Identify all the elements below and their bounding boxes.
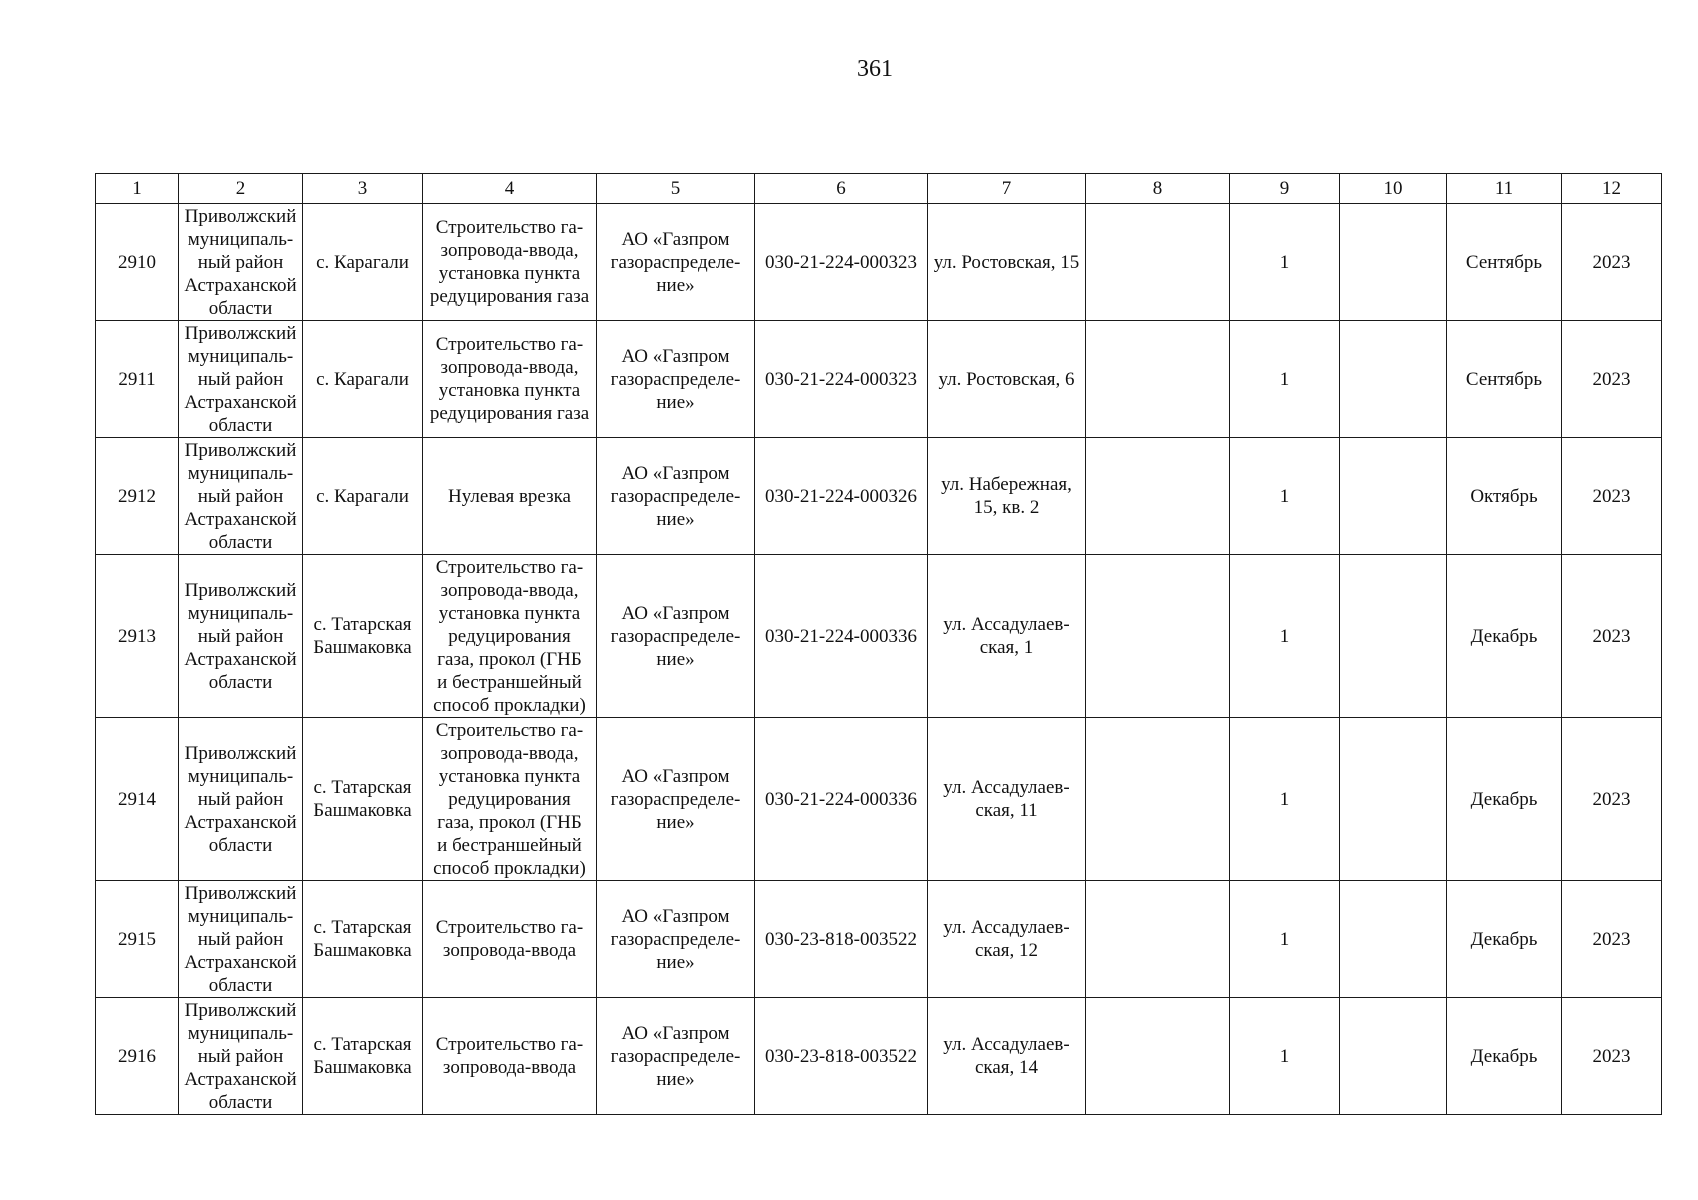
locality-cell: с. Татарская Башмаковка bbox=[313, 777, 412, 821]
month-cell: Декабрь bbox=[1447, 881, 1562, 998]
month-cell: Октябрь bbox=[1447, 438, 1562, 555]
work-type-cell: Строительство га- зопровода-ввода, установка пункта редуцирования газа bbox=[429, 334, 590, 424]
organization-cell: АО «Газпром газораспределе- ние» bbox=[610, 228, 741, 296]
column-header-7: 7 bbox=[928, 174, 1086, 204]
code-cell: 030-21-224-000323 bbox=[755, 321, 928, 438]
column-10-cell bbox=[1340, 204, 1447, 321]
column-10-cell bbox=[1340, 998, 1447, 1115]
address-cell: ул. Ростовская, 6 bbox=[938, 368, 1075, 390]
column-10-cell bbox=[1340, 321, 1447, 438]
locality-cell: с. Татарская Башмаковка bbox=[313, 917, 412, 961]
organization-cell: АО «Газпром газораспределе- ние» bbox=[610, 345, 741, 413]
month-cell: Декабрь bbox=[1447, 998, 1562, 1115]
address-cell: ул. Ассадулаев- ская, 12 bbox=[943, 917, 1070, 961]
column-header-8: 8 bbox=[1086, 174, 1230, 204]
table-body bbox=[96, 204, 1662, 1115]
work-type-cell: Строительство га- зопровода-ввода, установка пункта редуцирования газа, прокол (ГНБ и бестраншейный способ прокладки) bbox=[433, 719, 586, 879]
row-number: 2915 bbox=[96, 881, 179, 998]
year-cell: 2023 bbox=[1562, 438, 1662, 555]
table-row bbox=[96, 718, 1662, 881]
column-8-cell bbox=[1086, 204, 1230, 321]
column-header-3: 3 bbox=[303, 174, 423, 204]
month-cell: Декабрь bbox=[1447, 555, 1562, 718]
district-cell: Приволжский муниципаль- ный район Астраханской области bbox=[184, 742, 297, 856]
code-cell: 030-21-224-000336 bbox=[755, 555, 928, 718]
work-type-cell: Строительство га- зопровода-ввода, установка пункта редуцирования газа bbox=[429, 217, 590, 307]
column-header-2: 2 bbox=[179, 174, 303, 204]
locality-cell: с. Татарская Башмаковка bbox=[313, 1034, 412, 1078]
address-cell: ул. Ростовская, 15 bbox=[933, 251, 1080, 273]
address-cell: ул. Ассадулаев- ская, 14 bbox=[943, 1034, 1070, 1078]
district-cell: Приволжский муниципаль- ный район Астраханской области bbox=[184, 205, 297, 319]
quantity-cell: 1 bbox=[1230, 555, 1340, 718]
column-8-cell bbox=[1086, 321, 1230, 438]
column-header-12: 12 bbox=[1562, 174, 1662, 204]
address-cell: ул. Ассадулаев- ская, 11 bbox=[943, 777, 1070, 821]
column-10-cell bbox=[1340, 555, 1447, 718]
page-number: 361 bbox=[857, 56, 893, 82]
column-8-cell bbox=[1086, 998, 1230, 1115]
year-cell: 2023 bbox=[1562, 321, 1662, 438]
row-number: 2911 bbox=[96, 321, 179, 438]
quantity-cell: 1 bbox=[1230, 204, 1340, 321]
address-cell: ул. Ассадулаев- ская, 1 bbox=[943, 614, 1070, 658]
table-row bbox=[96, 555, 1662, 718]
row-number: 2913 bbox=[96, 555, 179, 718]
column-header-6: 6 bbox=[755, 174, 928, 204]
locality-cell: с. Карагали bbox=[316, 485, 409, 507]
year-cell: 2023 bbox=[1562, 881, 1662, 998]
column-header-5: 5 bbox=[597, 174, 755, 204]
quantity-cell: 1 bbox=[1230, 438, 1340, 555]
row-number: 2914 bbox=[96, 718, 179, 881]
address-cell: ул. Набережная, 15, кв. 2 bbox=[941, 474, 1072, 518]
district-cell: Приволжский муниципаль- ный район Астраханской области bbox=[184, 439, 297, 553]
locality-cell: с. Карагали bbox=[316, 251, 409, 273]
organization-cell: АО «Газпром газораспределе- ние» bbox=[610, 765, 741, 833]
year-cell: 2023 bbox=[1562, 718, 1662, 881]
organization-cell: АО «Газпром газораспределе- ние» bbox=[610, 602, 741, 670]
table-row bbox=[96, 321, 1662, 438]
row-number: 2910 bbox=[96, 204, 179, 321]
work-type-cell: Строительство га- зопровода-ввода bbox=[435, 1034, 584, 1078]
quantity-cell: 1 bbox=[1230, 321, 1340, 438]
row-number: 2912 bbox=[96, 438, 179, 555]
code-cell: 030-21-224-000336 bbox=[755, 718, 928, 881]
table-row bbox=[96, 438, 1662, 555]
column-header-1: 1 bbox=[96, 174, 179, 204]
organization-cell: АО «Газпром газораспределе- ние» bbox=[610, 1022, 741, 1090]
locality-cell: с. Карагали bbox=[316, 368, 409, 390]
column-header-9: 9 bbox=[1230, 174, 1340, 204]
code-cell: 030-23-818-003522 bbox=[755, 998, 928, 1115]
district-cell: Приволжский муниципаль- ный район Астраханской области bbox=[184, 882, 297, 996]
work-type-cell: Строительство га- зопровода-ввода, установка пункта редуцирования газа, прокол (ГНБ и бестраншейный способ прокладки) bbox=[433, 556, 586, 716]
locality-cell: с. Татарская Башмаковка bbox=[313, 614, 412, 658]
row-number: 2916 bbox=[96, 998, 179, 1115]
table-row bbox=[96, 998, 1662, 1115]
column-10-cell bbox=[1340, 718, 1447, 881]
column-header-11: 11 bbox=[1447, 174, 1562, 204]
column-8-cell bbox=[1086, 438, 1230, 555]
column-header-10: 10 bbox=[1340, 174, 1447, 204]
year-cell: 2023 bbox=[1562, 204, 1662, 321]
quantity-cell: 1 bbox=[1230, 998, 1340, 1115]
code-cell: 030-23-818-003522 bbox=[755, 881, 928, 998]
table-row bbox=[96, 204, 1662, 321]
code-cell: 030-21-224-000326 bbox=[755, 438, 928, 555]
column-10-cell bbox=[1340, 438, 1447, 555]
header-row bbox=[96, 174, 1662, 204]
quantity-cell: 1 bbox=[1230, 881, 1340, 998]
year-cell: 2023 bbox=[1562, 998, 1662, 1115]
month-cell: Сентябрь bbox=[1447, 321, 1562, 438]
quantity-cell: 1 bbox=[1230, 718, 1340, 881]
code-cell: 030-21-224-000323 bbox=[755, 204, 928, 321]
column-8-cell bbox=[1086, 718, 1230, 881]
column-8-cell bbox=[1086, 881, 1230, 998]
district-cell: Приволжский муниципаль- ный район Астраханской области bbox=[184, 999, 297, 1113]
data-table bbox=[95, 173, 1662, 1115]
column-10-cell bbox=[1340, 881, 1447, 998]
year-cell: 2023 bbox=[1562, 555, 1662, 718]
district-cell: Приволжский муниципаль- ный район Астраханской области bbox=[184, 322, 297, 436]
column-header-4: 4 bbox=[423, 174, 597, 204]
table-header bbox=[96, 174, 1662, 204]
month-cell: Сентябрь bbox=[1447, 204, 1562, 321]
work-type-cell: Строительство га- зопровода-ввода bbox=[435, 917, 584, 961]
organization-cell: АО «Газпром газораспределе- ние» bbox=[610, 462, 741, 530]
district-cell: Приволжский муниципаль- ный район Астраханской области bbox=[184, 579, 297, 693]
table-row bbox=[96, 881, 1662, 998]
column-8-cell bbox=[1086, 555, 1230, 718]
organization-cell: АО «Газпром газораспределе- ние» bbox=[610, 905, 741, 973]
work-type-cell: Нулевая врезка bbox=[448, 485, 571, 507]
month-cell: Декабрь bbox=[1447, 718, 1562, 881]
